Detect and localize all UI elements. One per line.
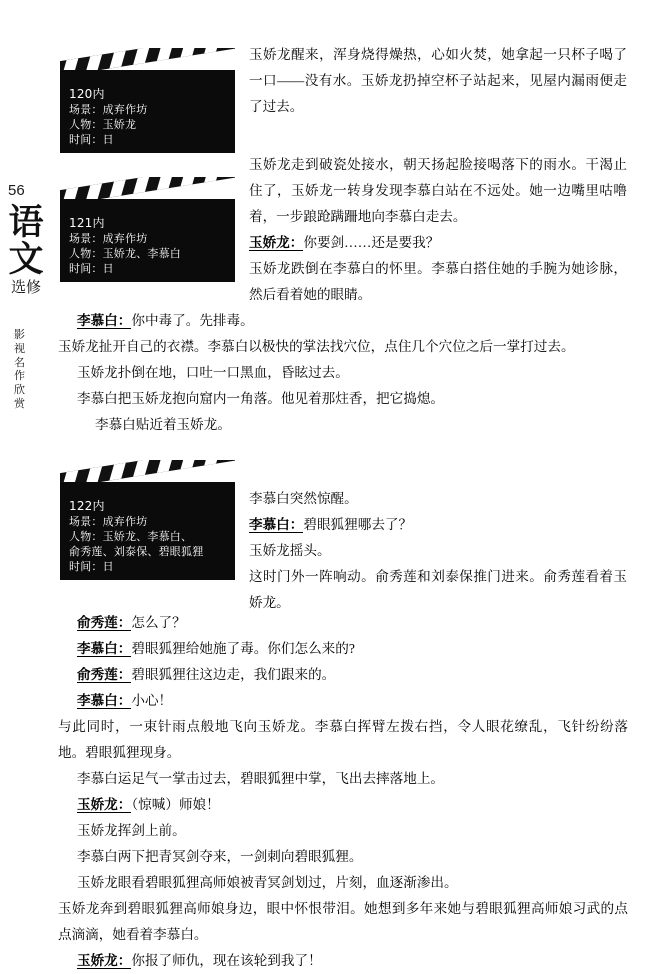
scene-number: 120内	[69, 87, 105, 101]
scene-characters-cont: 俞秀莲、刘泰保、碧眼狐狸	[69, 545, 204, 558]
paragraph: 这时门外一阵响动。俞秀莲和刘泰保推门进来。俞秀莲看着玉娇龙。	[249, 569, 627, 610]
paragraph: 李慕白两下把青冥剑夺来，一剑刺向碧眼狐狸。	[77, 849, 363, 864]
dialogue-line	[77, 308, 627, 334]
paragraph: 玉娇龙挥剑上前。	[77, 823, 186, 838]
paragraph-block-2	[249, 152, 627, 230]
dialogue-line	[77, 688, 627, 714]
paragraph-block-22	[77, 844, 627, 870]
paragraph-block-10	[249, 486, 627, 512]
clapperboard-info	[60, 211, 235, 282]
paragraph: 玉娇龙扑倒在地，口吐一口黑血，昏眩过去。	[77, 365, 349, 380]
scene-location: 场景：成弃作坊	[69, 515, 148, 528]
paragraph-block-19	[77, 766, 627, 792]
scene-location: 场景：成弃作坊	[69, 232, 148, 245]
clapperboard-122	[60, 460, 235, 580]
dialogue-text: 碧眼狐狸给她施了毒。你们怎么来的?	[131, 641, 355, 656]
dialogue-text: 你要剑……还是要我？	[303, 235, 440, 250]
paragraph: 玉娇龙醒来，浑身烧得燥热，心如火焚，她拿起一只杯子喝了一口——没有水。玉娇龙扔掉空杯子站起来，见屋内漏雨便走了过去。	[249, 47, 627, 114]
spine-title	[4, 202, 48, 297]
dialogue-block-limubai-3	[77, 636, 627, 662]
dialogue-text: 怎么了？	[131, 615, 186, 630]
clapperboard-slate-icon	[60, 177, 235, 211]
dialogue-text: 小心！	[131, 693, 173, 708]
paragraph: 李慕白把玉娇龙抱向窟内一角落。他见着那炷香，把它捣熄。	[77, 391, 445, 406]
speaker-name: 李慕白：	[77, 313, 132, 328]
spine-subtitle: 影视名作欣赏	[14, 328, 26, 410]
paragraph: 玉娇龙扯开自己的衣襟。李慕白以极快的掌法找穴位，点住几个穴位之后一掌打过去。	[58, 339, 575, 354]
speaker-name: 李慕白：	[77, 693, 132, 708]
spine-title-second: 选修	[10, 277, 41, 296]
paragraph-block-13	[249, 564, 627, 616]
dialogue-block-yujiaolong-3	[77, 948, 627, 974]
paragraph-block-4	[249, 256, 627, 308]
dialogue-line	[249, 230, 627, 256]
clapperboard-slate-icon	[60, 48, 235, 82]
scene-characters: 人物：玉娇龙、李慕白	[69, 247, 182, 260]
paragraph: 李慕白贴近着玉娇龙。	[95, 417, 231, 432]
paragraph: 李慕白运足气一掌击过去，碧眼狐狸中掌，飞出去摔落地上。	[77, 771, 445, 786]
paragraph-block-24	[58, 896, 628, 948]
dialogue-block-yujiaolong-2	[77, 792, 627, 818]
paragraph: 玉娇龙奔到碧眼狐狸高师娘身边，眼中怀恨带泪。她想到多年来她与碧眼狐狸高师娘习武的点点滴滴，她看着李慕白。	[58, 901, 628, 942]
paragraph-block-12	[249, 538, 627, 564]
paragraph-block-9	[95, 412, 625, 438]
spine-title-main: 语文	[8, 202, 44, 280]
speaker-name: 李慕白：	[77, 641, 132, 656]
paragraph: 玉娇龙跌倒在李慕白的怀里。李慕白搭住她的手腕为她诊脉，然后看着她的眼睛。	[249, 261, 627, 302]
clapperboard-121	[60, 177, 235, 282]
dialogue-block-limubai-2	[249, 512, 627, 538]
paragraph: 李慕白突然惊醒。	[249, 491, 358, 506]
clapperboard-slate-icon	[60, 460, 235, 494]
clapperboard-info	[60, 82, 235, 153]
dialogue-block-limubai-4	[77, 688, 627, 714]
paragraph: 玉娇龙眼看碧眼狐狸高师娘被青冥剑划过，片刻，血逐渐渗出。	[77, 875, 458, 890]
dialogue-text: 碧眼狐狸往这边走，我们跟来的。	[131, 667, 336, 682]
dialogue-block-yujiaolong-1	[249, 230, 627, 256]
scene-number: 122内	[69, 499, 105, 513]
scene-time: 时间：日	[69, 133, 114, 146]
scene-number: 121内	[69, 216, 105, 230]
dialogue-text: 你中毒了。先排毒。	[131, 313, 254, 328]
paragraph-block-18	[58, 714, 628, 766]
dialogue-line	[77, 662, 627, 688]
dialogue-text: （惊喊）师娘！	[131, 797, 220, 812]
paragraph: 玉娇龙摇头。	[249, 543, 331, 558]
paragraph-block-21	[77, 818, 627, 844]
scene-time: 时间：日	[69, 560, 114, 573]
speaker-name: 玉娇龙：	[77, 953, 132, 968]
dialogue-text: 碧眼狐狸哪去了？	[303, 517, 413, 532]
dialogue-block-limubai-1	[77, 308, 627, 334]
dialogue-text: 你报了师仇，现在该轮到我了！	[131, 953, 322, 968]
speaker-name: 玉娇龙：	[249, 235, 304, 250]
paragraph-block-7	[77, 360, 627, 386]
clapperboard-120	[60, 48, 235, 153]
dialogue-line	[77, 948, 627, 974]
clapperboard-info	[60, 494, 235, 580]
speaker-name: 玉娇龙：	[77, 797, 132, 812]
scene-characters: 人物：玉娇龙	[69, 118, 137, 131]
scene-location: 场景：成弃作坊	[69, 103, 148, 116]
dialogue-line	[77, 610, 627, 636]
paragraph-block-8	[77, 386, 627, 412]
dialogue-line	[249, 512, 627, 538]
page-number: 56	[8, 182, 25, 199]
dialogue-line	[77, 636, 627, 662]
speaker-name: 俞秀莲：	[77, 667, 132, 682]
dialogue-block-yuxiulian-1	[77, 610, 627, 636]
dialogue-line	[77, 792, 627, 818]
paragraph: 与此同时，一束针雨点般地飞向玉娇龙。李慕白挥臂左拨右挡，令人眼花缭乱，飞针纷纷落地。碧眼狐狸现身。	[58, 719, 628, 760]
scene-time: 时间：日	[69, 262, 114, 275]
speaker-name: 俞秀莲：	[77, 615, 132, 630]
paragraph: 玉娇龙走到破瓷处接水，朝天扬起脸接喝落下的雨水。干渴止住了，玉娇龙一转身发现李慕白站在不远处。她一边嘴里咕噜着，一步踉跄蹒跚地向李慕白走去。	[249, 157, 627, 224]
paragraph-block-23	[77, 870, 627, 896]
paragraph-block-6	[58, 334, 628, 360]
paragraph-block-1	[249, 42, 627, 120]
dialogue-block-yuxiulian-2	[77, 662, 627, 688]
scene-characters: 人物：玉娇龙、李慕白、	[69, 530, 193, 543]
speaker-name: 李慕白：	[249, 517, 304, 532]
